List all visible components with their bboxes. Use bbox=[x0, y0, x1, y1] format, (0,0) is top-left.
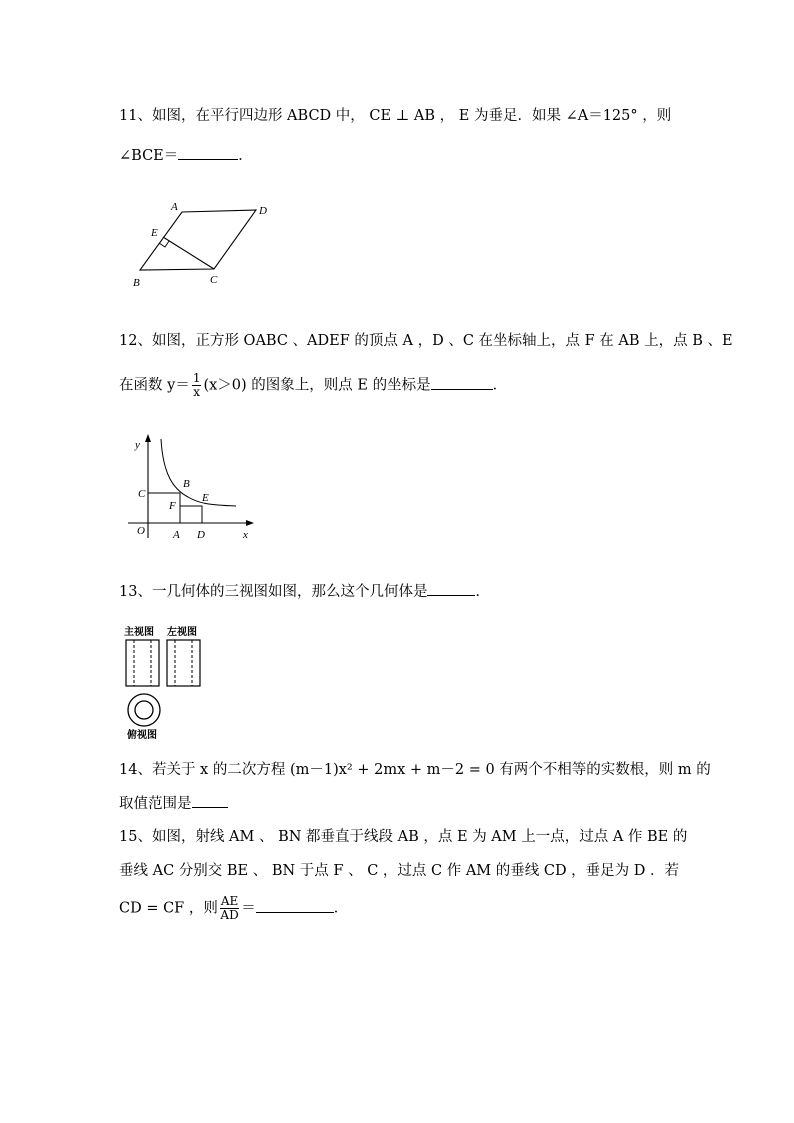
q14-answer-blank[interactable] bbox=[192, 793, 228, 808]
q12-answer-blank[interactable] bbox=[431, 375, 493, 390]
q13-period: ． bbox=[475, 584, 490, 600]
q12-period: ． bbox=[492, 377, 508, 394]
three-view-figure bbox=[124, 624, 214, 744]
q15-answer-blank[interactable] bbox=[256, 898, 334, 913]
parallelogram-figure bbox=[130, 200, 280, 290]
q15-line1: 15、如图，射线 AM 、 BN 都垂直于线段 AB ，点 E 为 AM 上一点，过点 A 作 BE 的 bbox=[119, 829, 688, 845]
q13-text: 13、一几何体的三视图如图，那么这个几何体是 bbox=[119, 584, 428, 600]
q15-frac-den: AD bbox=[220, 908, 239, 922]
q11-label-a: A bbox=[171, 201, 178, 213]
q11-angle-bce: ∠BCE＝ bbox=[119, 148, 179, 164]
q12-label-b: B bbox=[183, 478, 190, 490]
q12-condition: (x＞0) bbox=[203, 377, 247, 394]
q11-line1: 11、如图，在平行四边形 ABCD 中， CE ⊥ AB ， E 为垂足．如果 ∠A＝125° ，则 bbox=[119, 108, 672, 124]
q12-frac-num: 1 bbox=[192, 371, 201, 385]
top-view-label: 俯视图 bbox=[127, 730, 157, 741]
q12-frac-den: x bbox=[193, 385, 201, 399]
q12-label-c: C bbox=[138, 488, 146, 500]
q13-answer-blank[interactable] bbox=[427, 581, 475, 596]
q12-label-f: F bbox=[169, 500, 176, 512]
q12-label-d: D bbox=[197, 529, 205, 541]
q12-label-o: O bbox=[137, 525, 145, 537]
q11-label-e: E bbox=[151, 227, 158, 239]
q12-line1: 12、如图，正方形 OABC 、ADEF 的顶点 A ，D 、C 在坐标轴上，点 F 在 AB 上，点 B 、E bbox=[119, 333, 733, 349]
left-view-label: 左视图 bbox=[167, 627, 197, 638]
q12-func-mid: 的图象上，则点 E 的坐标是 bbox=[246, 377, 431, 394]
q11-label-d: D bbox=[259, 205, 267, 217]
q12-func-prefix: 在函数 y＝ bbox=[119, 377, 190, 394]
q11-period: ． bbox=[238, 148, 253, 164]
q12-label-y: y bbox=[135, 439, 140, 451]
q11-label-c: C bbox=[210, 274, 218, 286]
q11-answer-blank[interactable] bbox=[178, 145, 238, 160]
q11-line2 bbox=[119, 145, 253, 166]
q12-line2 bbox=[119, 372, 507, 399]
coordinate-figure bbox=[128, 434, 258, 544]
q14-text: 取值范围是 bbox=[119, 796, 192, 812]
q12-label-x: x bbox=[243, 529, 248, 541]
q15-condition: CD = CF ，则 bbox=[119, 900, 218, 917]
q15-period: ． bbox=[333, 900, 349, 917]
q14-line2 bbox=[119, 793, 228, 814]
front-view-label: 主视图 bbox=[124, 627, 154, 638]
q15-equals: ＝ bbox=[241, 900, 256, 917]
q15-fraction bbox=[220, 895, 239, 922]
q13-line1 bbox=[119, 581, 490, 602]
q15-line2: 垂线 AC 分别交 BE 、 BN 于点 F 、 C ，过点 C 作 AM 的垂线 CD ，垂足为 D ．若 bbox=[119, 863, 680, 879]
q12-label-a: A bbox=[173, 529, 180, 541]
q14-line1: 14、若关于 x 的二次方程 (m－1)x² + 2mx + m－2 = 0 有两个不相等的实数根，则 m 的 bbox=[119, 762, 711, 778]
q12-fraction bbox=[192, 372, 202, 399]
q11-label-b: B bbox=[133, 277, 140, 289]
q15-frac-num: AE bbox=[220, 894, 239, 908]
q12-label-e: E bbox=[202, 492, 209, 504]
q15-line3 bbox=[119, 895, 348, 922]
